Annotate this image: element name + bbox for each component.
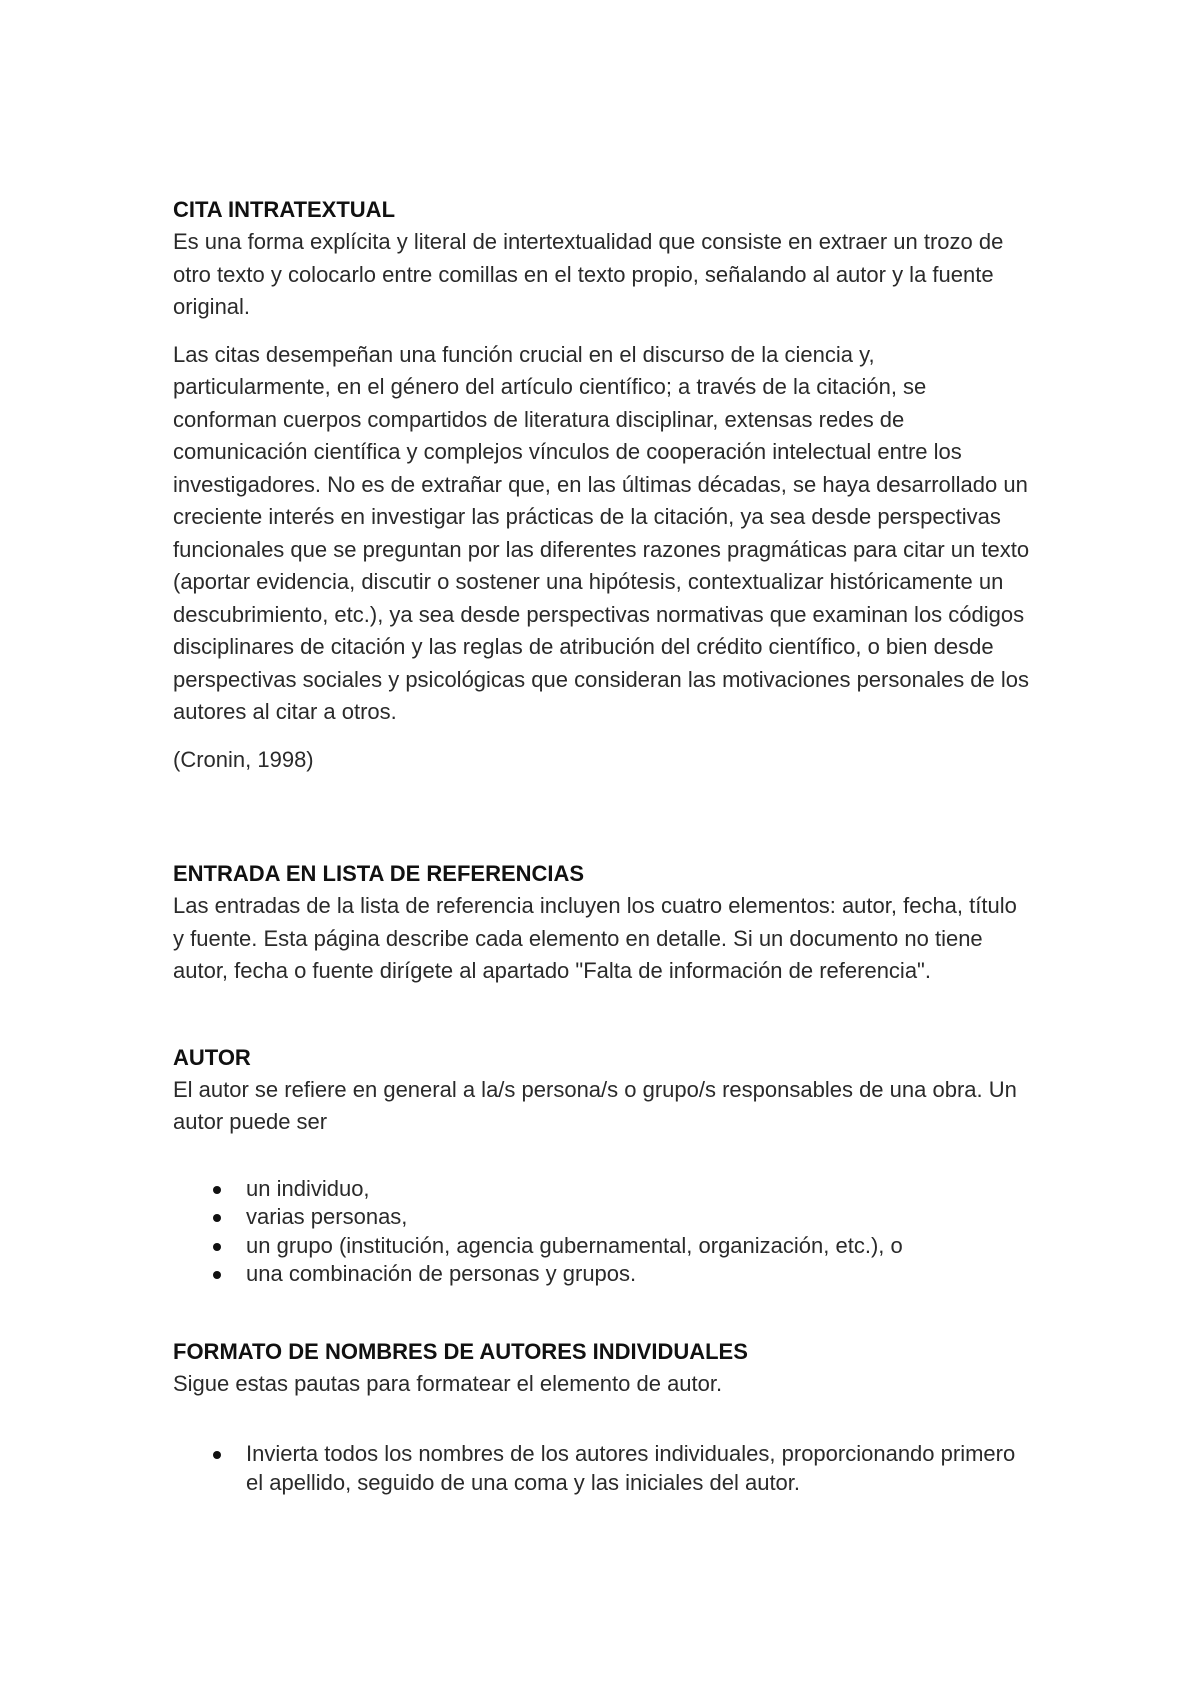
body-paragraph: El autor se refiere en general a la/s persona/s o grupo/s responsables de una obra. Un autor puede ser: [173, 1076, 1017, 1134]
section-autor: [173, 1042, 1033, 1289]
section-cita-intratextual: [173, 194, 1033, 776]
section-heading: CITA INTRATEXTUAL: [173, 197, 396, 222]
section-heading: FORMATO DE NOMBRES DE AUTORES INDIVIDUALES: [173, 1338, 748, 1364]
section-formato-nombres: [173, 1336, 1033, 1498]
body-paragraph: Sigue estas pautas para formatear el elemento de autor.: [173, 1370, 723, 1396]
list-item-text: una combinación de personas y grupos.: [246, 1261, 637, 1286]
bullet-list: [173, 1440, 1033, 1497]
document-page: [173, 194, 1033, 1497]
bullet-icon: [213, 1271, 221, 1279]
list-item: [173, 1440, 1033, 1497]
citation-text: (Cronin, 1998): [173, 746, 314, 772]
quote-paragraph: Las citas desempeñan una función crucial en el discurso de la ciencia y, particularmente, en el género del artículo científico; a través de la citación, se conforman cuerpos compartidos de literatura disciplinar, extensas redes de comunicación científica y complejos vínculos de cooperación intelectual entre los investigadores. No es de extrañar que, en las últimas décadas, se haya desarrollado un creciente interés en investigar las prácticas de la citación, ya sea desde perspectivas funcionales que se preguntan por las diferentes razones pragmáticas para citar un texto (aportar evidencia, discutir o sostener una hipótesis, contextualizar históricamente un descubrimiento, etc.), ya sea desde perspectivas normativas que examinan los códigos disciplinares de citación y las reglas de atribución del crédito científico, o bien desde perspectivas sociales y psicológicas que consideran las motivaciones personales de los autores al citar a otros.: [173, 341, 1030, 724]
section-heading: ENTRADA EN LISTA DE REFERENCIAS: [173, 861, 585, 886]
list-item-text: varias personas,: [246, 1204, 408, 1229]
list-item: [173, 1260, 1033, 1289]
bullet-icon: [213, 1243, 221, 1251]
list-item: [173, 1203, 1033, 1232]
bullet-list: [173, 1175, 1033, 1289]
bullet-icon: [213, 1451, 221, 1459]
bullet-icon: [213, 1186, 221, 1194]
bullet-icon: [213, 1214, 221, 1222]
section-entrada-referencias: [173, 858, 1033, 988]
list-item: [173, 1175, 1033, 1204]
body-paragraph: Las entradas de la lista de referencia incluyen los cuatro elementos: autor, fecha, título y fuente. Esta página describe cada elemento en detalle. Si un documento no tiene autor, fecha o fuente dirígete al apartado "Falta de información de referencia".: [173, 893, 1017, 983]
list-item-text: un grupo (institución, agencia gubernamental, organización, etc.), o: [246, 1232, 903, 1258]
list-item-text: Invierta todos los nombres de los autores individuales, proporcionando primero el apellido, seguido de una coma y las iniciales del autor.: [246, 1441, 1016, 1495]
definition-paragraph: Es una forma explícita y literal de intertextualidad que consiste en extraer un trozo de otro texto y colocarlo entre comillas en el texto propio, señalando al autor y la fuente original.: [173, 229, 1004, 319]
list-item-text: un individuo,: [246, 1175, 370, 1201]
list-item: [173, 1232, 1033, 1261]
section-heading: AUTOR: [173, 1044, 251, 1070]
